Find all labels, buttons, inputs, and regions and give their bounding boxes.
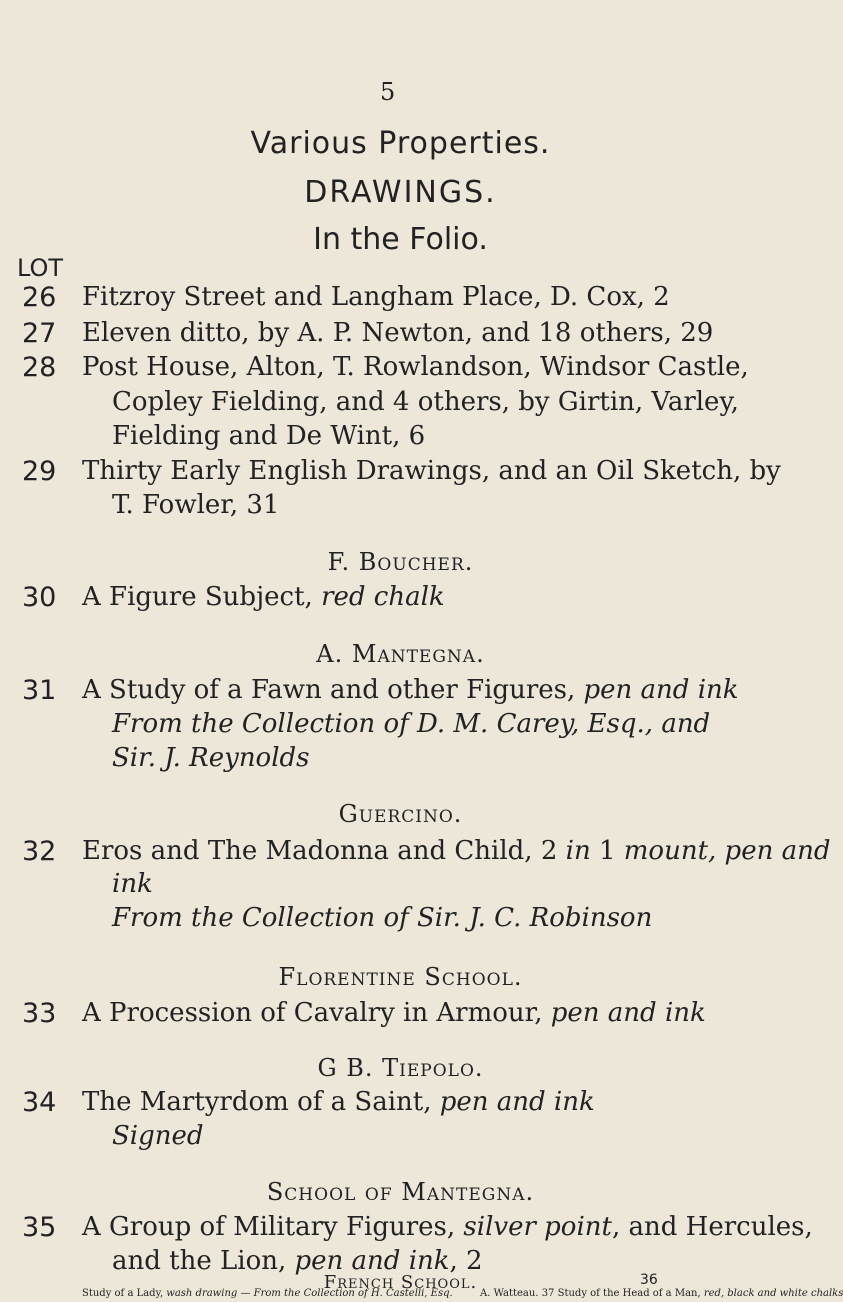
lot-description: A Study of a Fawn and other Figures, pen and ink [82,675,739,705]
artist-heading: A. Mantegna. [316,640,485,668]
lot-description-cont: ink [112,869,153,899]
lot-description: A Group of Military Figures, silver point, and Hercules, [82,1212,813,1242]
section-subtitle: In the Folio. [313,222,488,257]
provenance-cont: Sir. J. Reynolds [112,743,310,773]
lot-number: 35 [22,1212,57,1243]
artist-heading: Guercino. [338,800,463,828]
lot-number: 26 [22,282,57,313]
lot-number: 27 [22,318,57,349]
artist-heading: School of Mantegna. [266,1178,535,1206]
page-number: 5 [380,78,396,106]
lot-description: Study of a Lady, wash drawing — From the Collection of H. Castelli, Esq. [82,1288,453,1299]
artist-heading: French School. [323,1272,478,1293]
lot-number: 28 [22,352,57,383]
lot-description-cont: T. Fowler, 31 [112,490,280,520]
lot-number: 33 [22,998,57,1029]
lot-description-cont: Copley Fielding, and 4 others, by Girtin, Varley, [112,387,739,417]
lot-description: A. Watteau. 37 Study of the Head of a Man, red, black and white chalks [480,1288,843,1299]
lot-number: 30 [22,582,57,613]
lot-description-cont: and the Lion, pen and ink, 2 [112,1246,483,1276]
provenance: From the Collection of Sir. J. C. Robinson [112,903,653,933]
page-title: Various Properties. [250,126,551,161]
artist-heading: G B. Tiepolo. [317,1054,484,1082]
lot-description: Eros and The Madonna and Child, 2 in 1 mount, pen and [82,836,831,866]
artist-heading: F. Boucher. [327,548,474,576]
lot-description: The Martyrdom of a Saint, pen and ink [82,1087,595,1117]
lot-description-cont: Fielding and De Wint, 6 [112,421,426,451]
lot-description: A Procession of Cavalry in Armour, pen and ink [82,998,706,1028]
lot-description: A Figure Subject, red chalk [82,582,445,612]
lot-number: 36 [640,1272,658,1288]
lot-description: Eleven ditto, by A. P. Newton, and 18 others, 29 [82,318,714,348]
provenance: From the Collection of D. M. Carey, Esq., and [112,709,711,739]
lot-column-header: LOT [17,254,64,282]
lot-description: Fitzroy Street and Langham Place, D. Cox, 2 [82,282,670,312]
lot-number: 32 [22,836,57,867]
lot-description: Post House, Alton, T. Rowlandson, Windsor Castle, [82,352,749,382]
lot-number: 34 [22,1087,57,1118]
lot-number: 29 [22,456,57,487]
lot-description: Thirty Early English Drawings, and an Oil Sketch, by [82,456,781,486]
artist-heading: Florentine School. [278,963,523,991]
lot-description-cont: Signed [112,1121,204,1151]
lot-number: 31 [22,675,57,706]
section-title: DRAWINGS. [304,175,497,210]
